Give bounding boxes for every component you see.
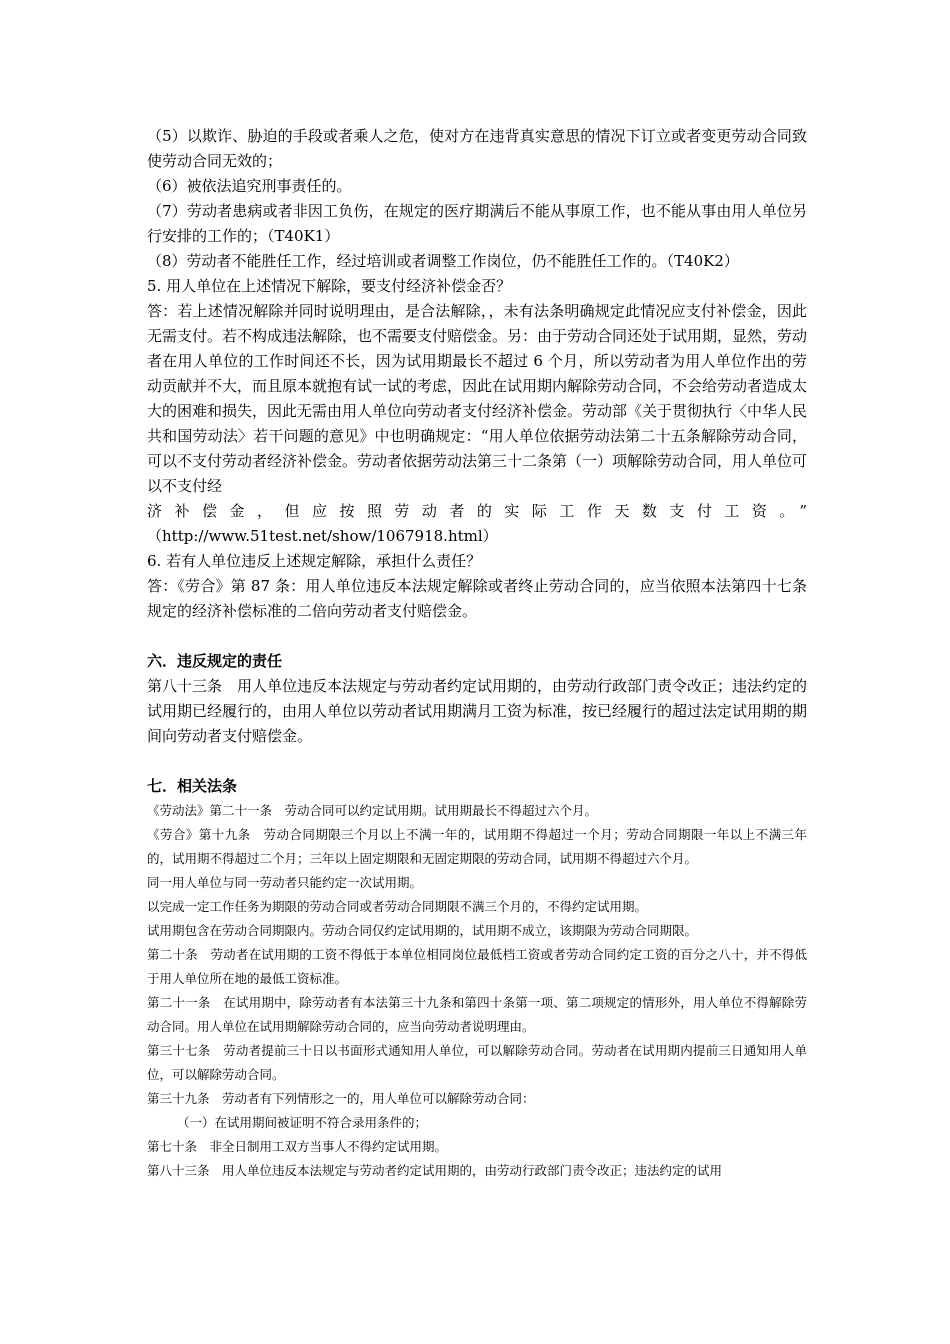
law-item: 《劳动法》第二十一条 劳动合同可以约定试用期。试用期最长不得超过六个月。 [147, 803, 598, 818]
document-body [147, 124, 807, 1183]
law-item: 第三十九条 劳动者有下列情形之一的，用人单位可以解除劳动合同： [147, 1091, 535, 1106]
section-6-heading: 六．违反规定的责任 [147, 652, 283, 670]
clause-5: （5）以欺诈、胁迫的手段或者乘人之危，使对方在违背真实意思的情况下订立或者变更劳动合同致使劳动合同无效的； [147, 127, 807, 170]
law-item: 同一用人单位与同一劳动者只能约定一次试用期。 [147, 875, 423, 890]
spacer [147, 749, 807, 774]
answer-5-spread-line: 济补偿金，但应按照劳动者的实际工作天数支付工资。” [147, 502, 807, 520]
law-item: 第二十条 劳动者在试用期的工资不得低于本单位相同岗位最低档工资或者劳动合同约定工资的百分之八十，并不得低于用人单位所在地的最低工资标准。 [147, 947, 807, 986]
law-item: 第八十三条 用人单位违反本法规定与劳动者约定试用期的，由劳动行政部门责令改正；违法约定的试用 [147, 1163, 723, 1178]
question-5: 5. 用人单位在上述情况下解除，要支付经济补偿金否？ [147, 277, 512, 295]
section-6-body: 第八十三条 用人单位违反本法规定与劳动者约定试用期的，由劳动行政部门责令改正；违法约定的试用期已经履行的，由用人单位以劳动者试用期满月工资为标准，按已经履行的超过法定试用期的期间向劳动者支付赔偿金。 [147, 677, 808, 745]
law-item: 以完成一定工作任务为期限的劳动合同或者劳动合同期限不满三个月的，不得约定试用期。 [147, 899, 648, 914]
section-7-heading: 七．相关法条 [147, 777, 238, 795]
answer-6: 答：《劳合》第 87 条：用人单位违反本法规定解除或者终止劳动合同的，应当依照本法第四十七条规定的经济补偿标准的二倍向劳动者支付赔偿金。 [147, 577, 807, 620]
question-6: 6. 若有人单位违反上述规定解除，承担什么责任？ [147, 552, 482, 570]
law-item: 第七十条 非全日制用工双方当事人不得约定试用期。 [147, 1139, 448, 1154]
clause-6: （6）被依法追究刑事责任的。 [147, 177, 352, 195]
answer-5-source: （http://www.51test.net/show/1067918.html） [147, 527, 498, 545]
clause-7: （7）劳动者患病或者非因工负伤，在规定的医疗期满后不能从事原工作，也不能从事由用人单位另行安排的工作的；（T40K1） [147, 202, 807, 245]
law-item: 《劳合》第十九条 劳动合同期限三个月以上不满一年的，试用期不得超过一个月；劳动合同期限一年以上不满三年的，试用期不得超过二个月；三年以上固定期限和无固定期限的劳动合同，试用期不得超过六个月。 [147, 827, 807, 866]
law-item: （一）在试用期间被证明不符合录用条件的； [177, 1115, 428, 1130]
answer-5: 答：若上述情况解除并同时说明理由，是合法解除，，未有法条明确规定此情况应支付补偿金，因此无需支付。若不构成违法解除，也不需要支付赔偿金。另：由于劳动合同还处于试用期，显然，劳动者在用人单位的工作时间还不长，因为试用期最长不超过 6 个月，所以劳动者为用人单位作出的劳动贡献并不大，而且原本就抱有试一试的考虑，因此在试用期内解除劳动合同，不会给劳动者造成太大的困难和损失，因此无需由用人单位向劳动者支付经济补偿金。劳动部《关于贯彻执行〈中华人民共和国劳动法〉若干问题的意见》中也明确规定：“用人单位依据劳动法第二十五条解除劳动合同，可以不支付劳动者经济补偿金。劳动者依据劳动法第三十二条第（一）项解除劳动合同，用人单位可以不支付经 [147, 302, 808, 495]
law-item: 试用期包含在劳动合同期限内。劳动合同仅约定试用期的，试用期不成立，该期限为劳动合同期限。 [147, 923, 698, 938]
law-item: 第三十七条 劳动者提前三十日以书面形式通知用人单位，可以解除劳动合同。劳动者在试用期内提前三日通知用人单位，可以解除劳动合同。 [147, 1043, 807, 1082]
spacer [147, 624, 807, 649]
clause-8: （8）劳动者不能胜任工作，经过培训或者调整工作岗位，仍不能胜任工作的。（T40K2） [147, 252, 739, 270]
related-law-list [147, 799, 807, 1183]
law-item: 第二十一条 在试用期中，除劳动者有本法第三十九条和第四十条第一项、第二项规定的情形外，用人单位不得解除劳动合同。用人单位在试用期解除劳动合同的，应当向劳动者说明理由。 [147, 995, 807, 1034]
